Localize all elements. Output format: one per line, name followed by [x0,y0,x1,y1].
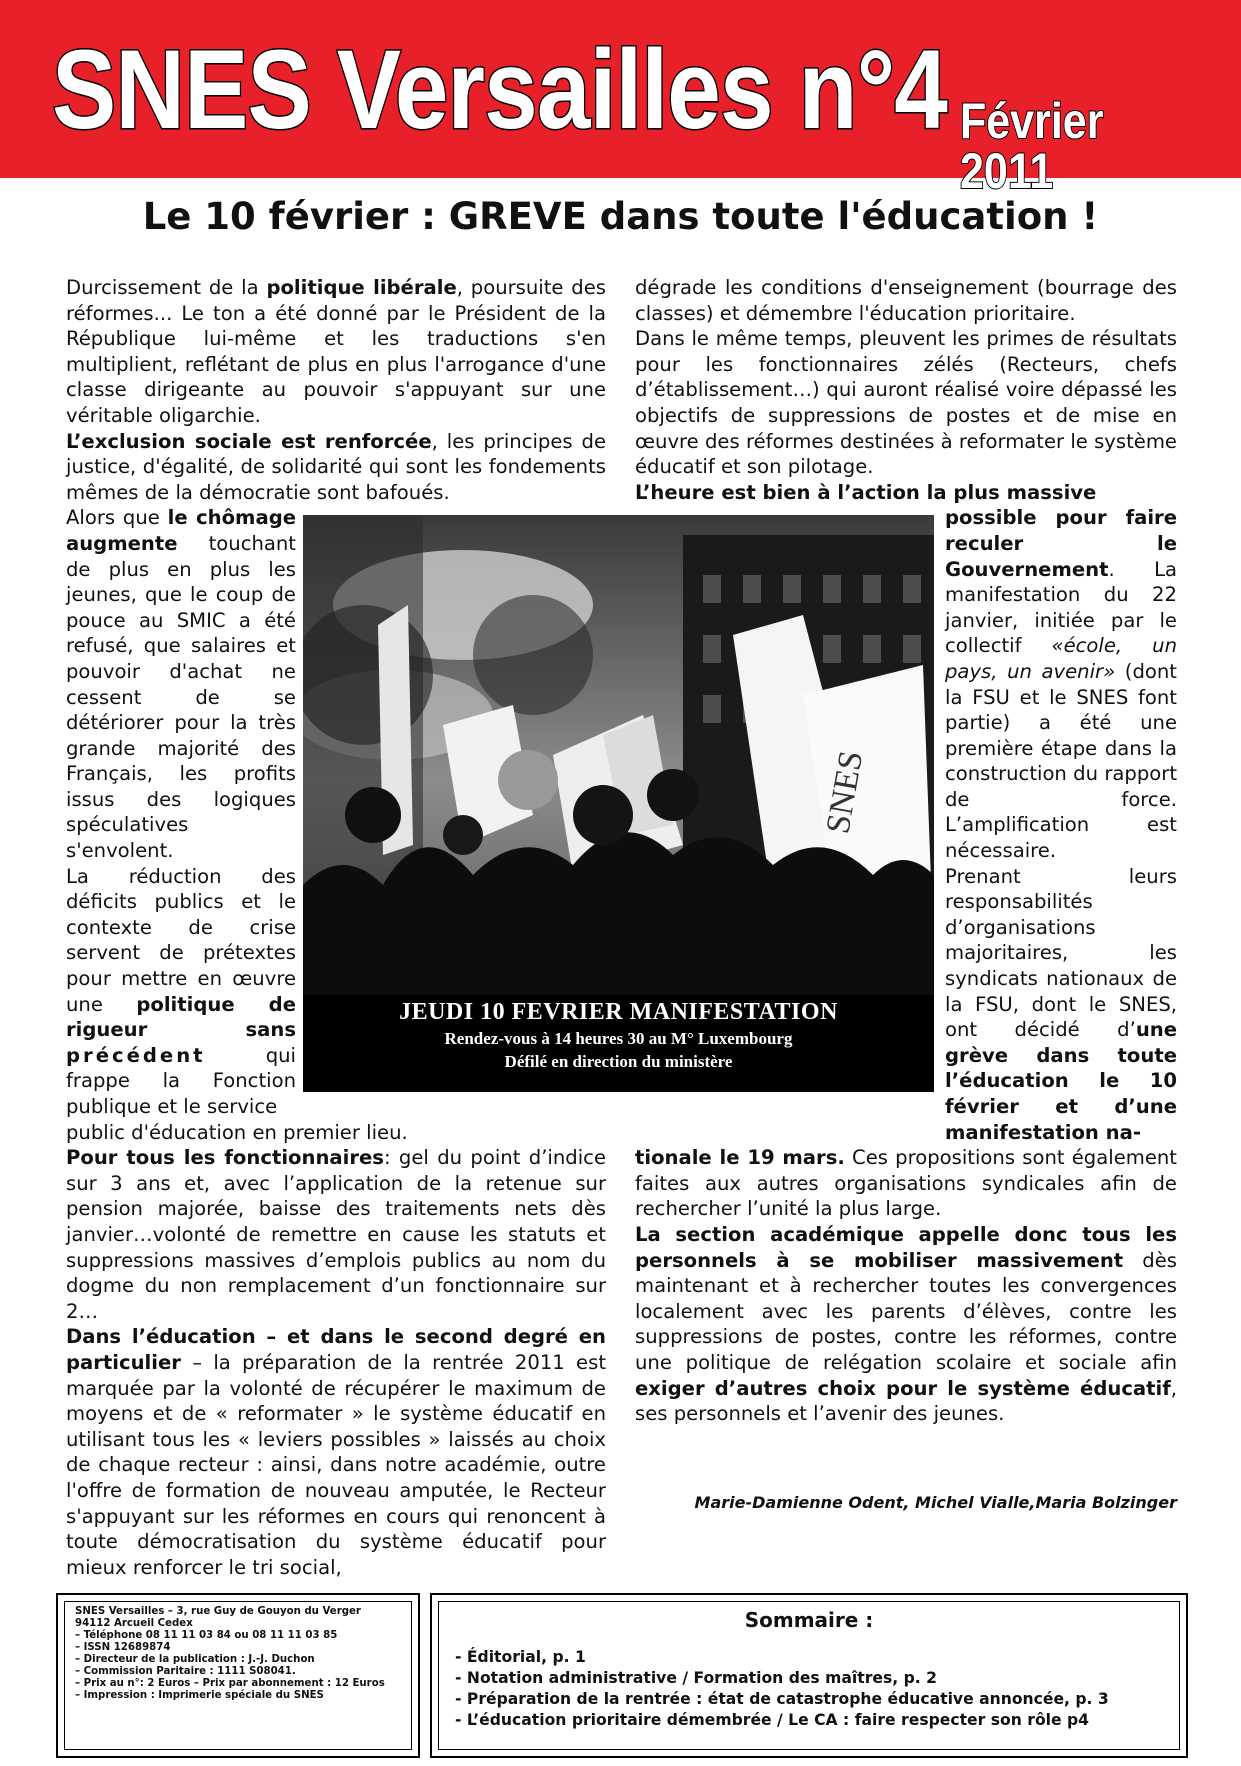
colophon [75,1606,385,1702]
paragraph: La section académique appelle donc tous les personnels à se mobiliser massivement dès maintenant et à rechercher toutes les convergences localement avec les parents d’élèves, contre les suppressions de postes, contre les réformes, contre une politique de relégation scolaire et sociale afin exiger d’autres choix pour le système éducatif, ses personnels et l’avenir des jeunes. [635,1222,1177,1426]
colophon-line: SNES Versailles – 3, rue Guy de Gouyon du Verger [75,1606,361,1617]
toc-item: - Notation administrative / Formation des maîtres, p. 2 [455,1669,937,1687]
colophon-line: – Impression : Imprimerie spéciale du SNES [75,1690,324,1701]
paragraph: possible pour faire reculer le Gouvernement. La manifestation du 22 janvier, initiée par le collectif «école, un pays, un avenir» (dont la FSU et le SNES font partie) a été une première étape dans la construction du rapport de force. L’amplification est nécessaire. [945,506,1177,863]
toc-item: - Préparation de la rentrée : état de catastrophe éducative annoncée, p. 3 [455,1690,1109,1708]
paragraph: La réduction des déficits publics et le contexte de crise servent de prétextes pour mettre en œuvre une politique de rigueur sans précédent qui frappe la Fonction publique et le service [66,864,296,1118]
colophon-line: 94112 Arcueil Cedex [75,1618,193,1629]
toc-item: - Éditorial, p. 1 [455,1648,586,1666]
toc-title: Sommaire : [744,1608,874,1632]
paragraph: L’exclusion sociale est renforcée, les principes de justice, d'égalité, de solidarité qui sont les fondements mêmes de la démocratie sont bafoués. [66,429,607,504]
paragraph: Alors que le chômage augmente touchant de plus en plus les jeunes, que le coup de pouce au SMIC a été refusé, que salaires et pouvoir d'achat ne cessent de se détériorer pour la très grande majorité des Français, les profits issus des logiques spéculatives s'envolent. [66,506,297,863]
paragraph: Durcissement de la politique libérale, poursuite des réformes... Le ton a été donné par le Président de la République lui-même et les traductions s'en multiplient, reflétant de plus en plus l'arrogance d'une classe dirigeante au pouvoir s'appuyant sur une véritable oligarchie. [66,276,606,427]
paragraph: Prenant leurs responsabilités d’organisations majoritaires, les syndicats nationaux de la FSU, dont le SNES, ont décidé d’une grève dans toute l’éducation le 10 février et d’une manifestation na- [945,864,1177,1144]
paragraph: tionale le 19 mars. Ces propositions sont également faites aux autres organisations syndicales afin de rechercher l’unité la plus large. [635,1146,1177,1221]
wrapped-text-block [945,505,1177,1145]
photo-caption [303,997,934,1073]
paragraph: dégrade les conditions d'enseignement (bourrage des classes) et démembre l'éducation prioritaire. [635,276,1177,325]
colophon-box [56,1593,420,1758]
paragraph: L’heure est bien à l’action la plus massive [635,480,1097,504]
colophon-line: – Téléphone 08 11 11 03 84 ou 08 11 11 03 85 [75,1630,338,1641]
caption-title: JEUDI 10 FEVRIER MANIFESTATION [399,999,838,1025]
table-of-contents-box [430,1593,1188,1758]
colophon-line: – Commission Paritaire : 1111 S08041. [75,1666,296,1677]
issue-date: Février 2011 [960,93,1104,199]
header-banner [0,0,1241,199]
paragraph: Dans l’éducation – et dans le second degré en particulier – la préparation de la rentrée 2011 est marquée par la volonté de récupérer le maximum de moyens et de « reformater » le système éducatif en utilisant tous les « leviers possibles » laissés au choix de chaque recteur : ainsi, dans notre académie, outre l'offre de formation de nouveau amputée, le Recteur s'appuyant sur les réformes en cours qui renoncent à toute démocratisation du système éducatif pour mieux renforcer le tri social, [66,1325,606,1579]
caption-route: Défilé en direction du ministère [504,1052,733,1071]
colophon-line: – ISSN 12689874 [75,1642,171,1653]
paragraph: public d'éducation en premier lieu. [66,1120,408,1144]
masthead-title: SNES Versailles n°4 [52,27,947,152]
headline: Le 10 février : GREVE dans toute l'éducation ! [142,195,1099,238]
toc-item: - L’éducation prioritaire démembrée / Le CA : faire respecter son rôle p4 [455,1711,1090,1729]
paragraph: Pour tous les fonctionnaires: gel du point d’indice sur 3 ans et, avec l’application de la retenue sur pension majorée, baisse des traitements nets dès janvier…volonté de remettre en cause les statuts et suppressions massives d’emplois publics au nom du dogme du non remplacement d’un fonctionnaire sur 2… [66,1146,606,1323]
colophon-line: – Directeur de la publication : J.-J. Duchon [75,1654,315,1665]
demonstration-photo [303,515,934,1092]
wrapped-text-block [66,505,296,1119]
author-signature: Marie-Damienne Odent, Michel Vialle,Maria Bolzinger [694,1493,1177,1512]
paragraph: Dans le même temps, pleuvent les primes de résultats pour les fonctionnaires zélés (Recteurs, chefs d’établissement…) qui auront réalisé voire dépassé les objectifs de suppressions de postes et de mise en œuvre des réformes destinées à reformater le système éducatif et son pilotage. [635,327,1177,479]
colophon-line: – Prix au n°: 2 Euros – Prix par abonnement : 12 Euros [75,1678,385,1689]
caption-meeting-point: Rendez-vous à 14 heures 30 au M° Luxembourg [444,1029,793,1048]
flag-lettering: SNES [819,748,871,837]
toc-list [455,1647,1109,1731]
